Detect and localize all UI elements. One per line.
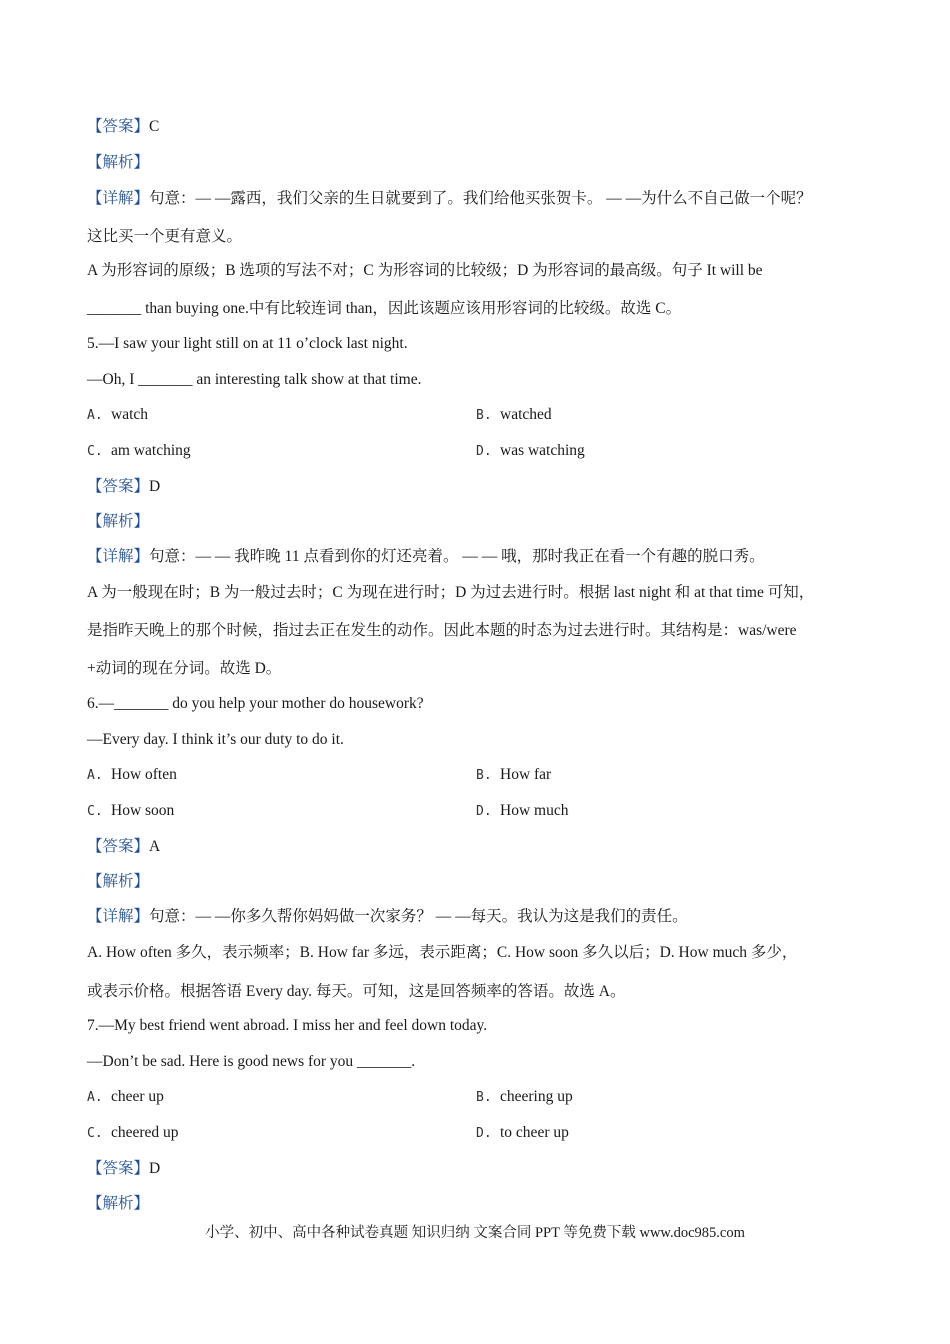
option-text: was watching [500,442,585,459]
option-c [87,801,174,822]
option-d [476,1123,569,1144]
option-letter: A. [87,408,103,423]
answer-tag: 【答案】 [87,1160,150,1177]
option-d [476,441,585,462]
answer-tag: 【答案】 [87,838,150,855]
explanation-text: A 为形容词的原级；B 选项的写法不对；C 为形容词的比较级；D 为形容词的最高级。句子 It will be [87,262,763,279]
option-letter: B. [476,408,492,423]
option-letter: C. [87,444,103,459]
detail-line [87,189,812,209]
option-letter: D. [476,444,492,459]
option-text: cheered up [111,1124,179,1141]
explanation-text: _______ than buying one.中有比较连词 than，因此该题应该用形容词的比较级。故选 C。 [87,300,682,317]
option-text: How often [111,766,177,783]
detail-tag: 【详解】 [87,190,150,207]
option-b [476,765,551,786]
option-letter: D. [476,804,492,819]
detail-text: 句意：— —你多久帮你妈妈做一次家务？ — —每天。我认为这是我们的责任。 [149,908,688,925]
question-stem: 5.—I saw your light still on at 11 o’clock last night. [87,335,408,352]
explanation-text: 或表示价格。根据答语 Every day. 每天。可知，这是回答频率的答语。故选 A。 [87,983,626,1000]
option-letter: A. [87,768,103,783]
detail-line [87,547,765,567]
analysis-line [87,153,149,173]
detail-text: 句意：— —露西，我们父亲的生日就要到了。我们给他买张贺卡。 — —为什么不自己做一个呢？ [149,190,812,207]
answer-value: D [149,478,161,495]
explanation-text: +动词的现在分词。故选 D。 [87,660,282,677]
option-b [476,405,552,426]
analysis-line [87,512,149,532]
explanation-text: A. How often 多久，表示频率；B. How far 多远，表示距离；C. How soon 多久以后；D. How much 多少， [87,944,798,961]
detail-text: 句意：— — 我昨晚 11 点看到你的灯还亮着。 — — 哦，那时我正在看一个有趣的脱口秀。 [149,548,765,565]
option-d [476,801,568,822]
answer-line [87,477,160,497]
option-text: am watching [111,442,191,459]
option-b [476,1087,573,1108]
option-text: How far [500,766,552,783]
explanation-text: 是指昨天晚上的那个时候，指过去正在发生的动作。因此本题的时态为过去进行时。其结构是：was/were [87,622,797,639]
detail-tag: 【详解】 [87,548,150,565]
option-a [87,1087,164,1108]
answer-tag: 【答案】 [87,478,150,495]
question-stem: 7.—My best friend went abroad. I miss her and feel down today. [87,1017,488,1034]
analysis-line [87,872,149,892]
detail-text-cont: 这比买一个更有意义。 [87,228,243,245]
analysis-line [87,1194,149,1214]
option-letter: D. [476,1126,492,1141]
analysis-tag: 【解析】 [87,1195,150,1212]
answer-value: C [149,118,160,135]
answer-value: A [149,838,161,855]
analysis-tag: 【解析】 [87,873,150,890]
answer-tag: 【答案】 [87,118,150,135]
analysis-tag: 【解析】 [87,513,150,530]
option-letter: B. [476,768,492,783]
option-text: How soon [111,802,175,819]
answer-value: D [149,1160,161,1177]
option-a [87,765,177,786]
option-c [87,441,191,462]
option-c [87,1123,179,1144]
page-footer: 小学、初中、高中各种试卷真题 知识归纳 文案合同 PPT 等免费下载 www.doc985.com [205,1225,745,1241]
question-stem: —Oh, I _______ an interesting talk show at that time. [87,371,422,388]
option-text: to cheer up [500,1124,569,1141]
answer-line [87,117,159,137]
detail-tag: 【详解】 [87,908,150,925]
option-text: watch [111,406,149,423]
analysis-tag: 【解析】 [87,154,150,171]
question-stem: 6.—_______ do you help your mother do housework? [87,695,424,712]
explanation-text: A 为一般现在时；B 为一般过去时；C 为现在进行时；D 为过去进行时。根据 last night 和 at that time 可知， [87,584,815,601]
option-letter: A. [87,1090,103,1105]
option-a [87,405,148,426]
answer-line [87,1159,160,1179]
option-text: watched [500,406,552,423]
answer-line [87,837,160,857]
question-stem: —Every day. I think it’s our duty to do it. [87,731,344,748]
option-letter: C. [87,1126,103,1141]
option-letter: C. [87,804,103,819]
option-text: How much [500,802,569,819]
option-text: cheering up [500,1088,573,1105]
option-text: cheer up [111,1088,164,1105]
question-stem: —Don’t be sad. Here is good news for you _______. [87,1053,416,1070]
detail-line [87,907,688,927]
option-letter: B. [476,1090,492,1105]
